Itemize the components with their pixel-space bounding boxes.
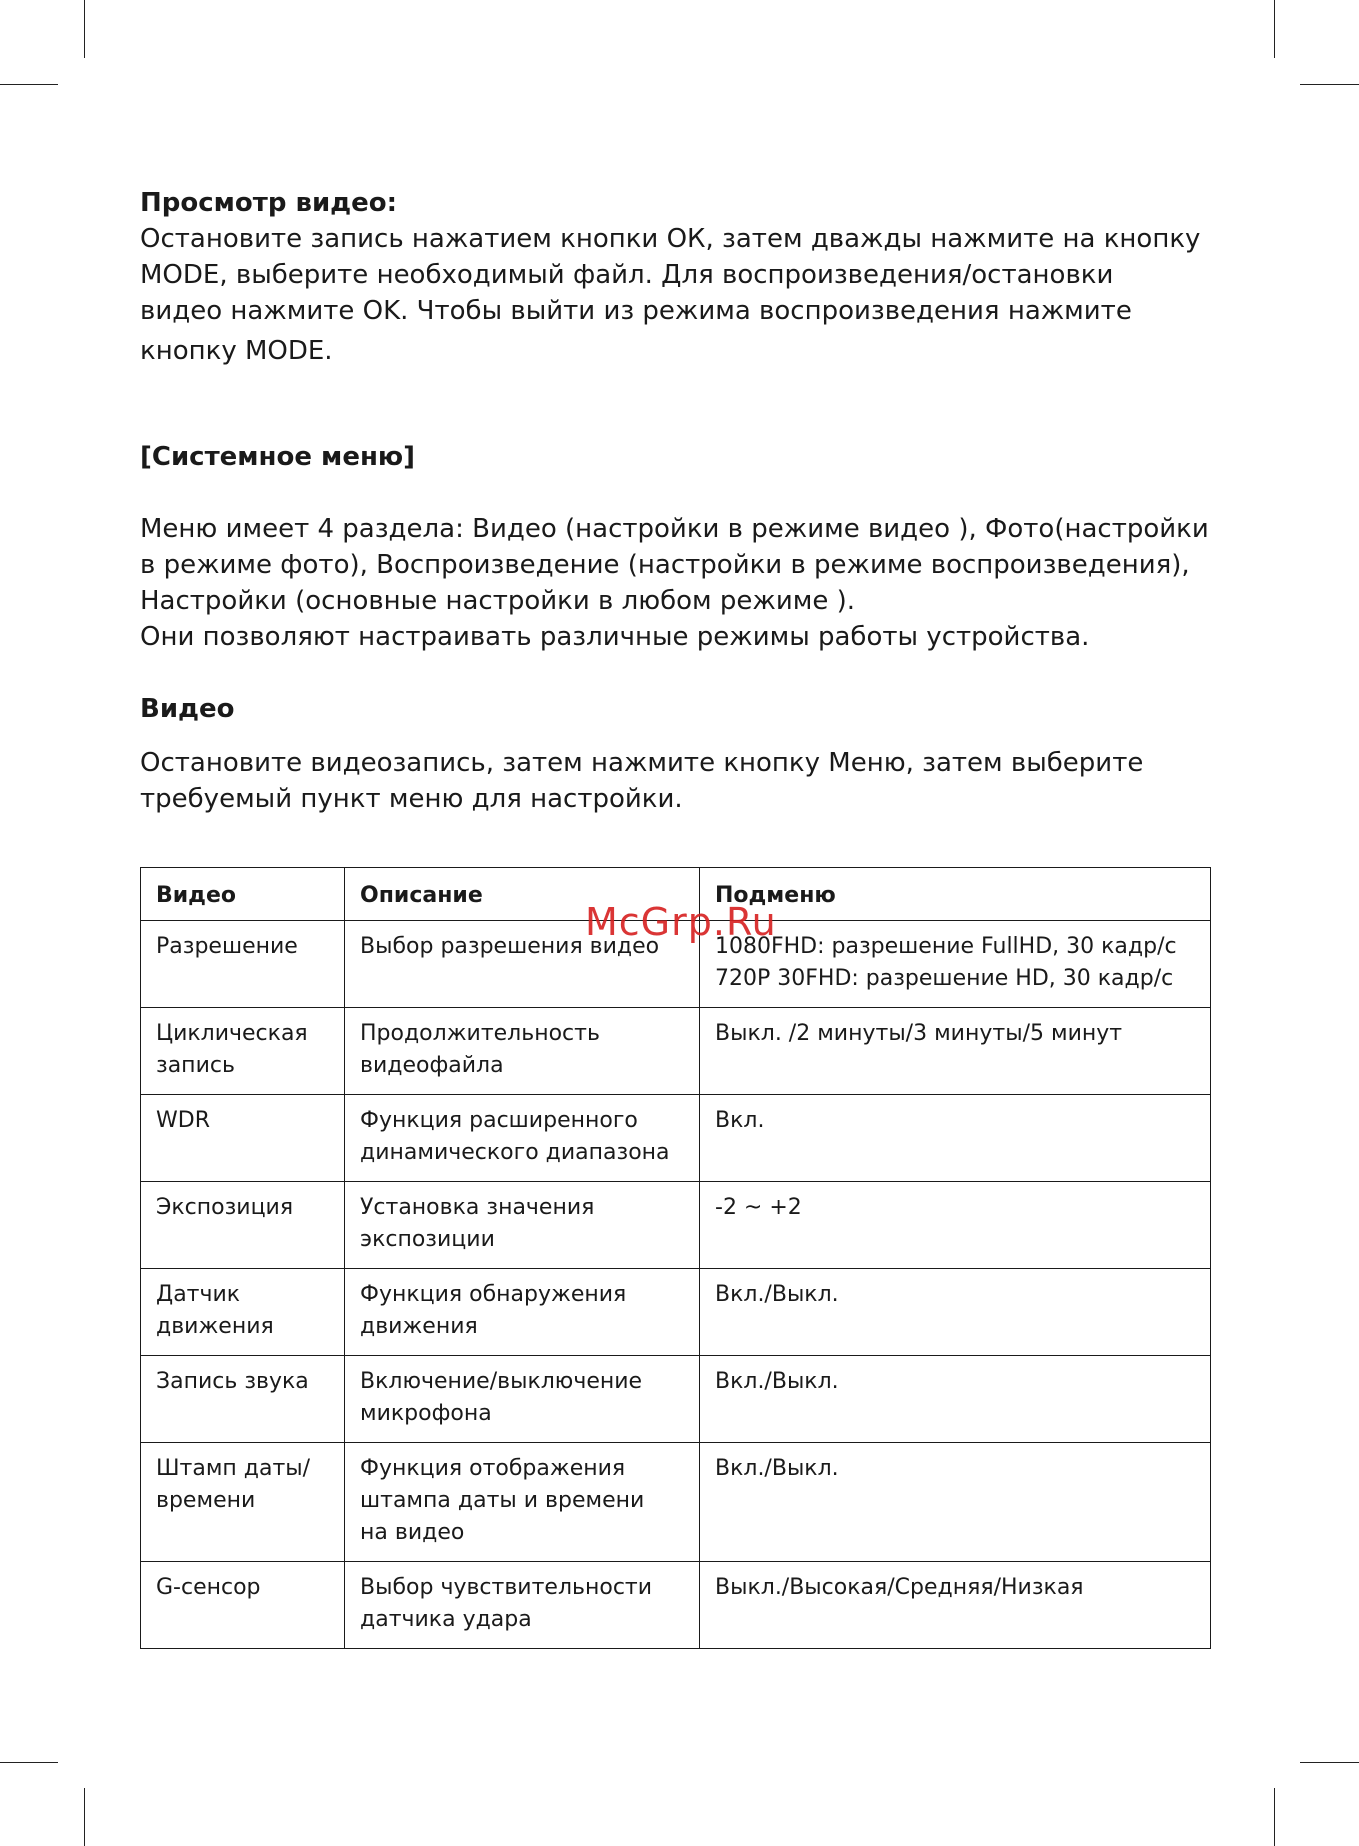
cell-line: времени xyxy=(156,1488,256,1513)
cell-line: экспозиции xyxy=(360,1227,495,1252)
section-title-video: Видео xyxy=(140,694,235,724)
crop-mark-top-left-horizontal xyxy=(0,84,58,85)
cell-line: микрофона xyxy=(360,1401,492,1426)
table-row xyxy=(141,1443,1211,1562)
text-line: в режиме фото), Воспроизведение (настройки в режиме воспроизведения), xyxy=(140,550,1190,580)
cell-submenu xyxy=(700,1443,1211,1562)
text-line: кнопку MODE. xyxy=(140,336,333,366)
cell-submenu xyxy=(700,1562,1211,1649)
text-line: Настройки (основные настройки в любом режиме ). xyxy=(140,586,856,616)
cell-description xyxy=(345,1443,700,1562)
cell-submenu xyxy=(700,1008,1211,1095)
cell-submenu xyxy=(700,1356,1211,1443)
cell-item xyxy=(141,1008,345,1095)
table-row xyxy=(141,1269,1211,1356)
cell-line: движения xyxy=(360,1314,478,1339)
cell-line: динамического диапазона xyxy=(360,1140,670,1165)
cell-submenu xyxy=(700,1182,1211,1269)
cell-line: Функция отображения xyxy=(360,1456,626,1481)
cell-description xyxy=(345,1562,700,1649)
cell-description xyxy=(345,1095,700,1182)
cell-description xyxy=(345,1182,700,1269)
cell-line: видеофайла xyxy=(360,1053,504,1078)
cell-item xyxy=(141,921,345,1008)
table-row xyxy=(141,1008,1211,1095)
table-row xyxy=(141,1562,1211,1649)
text-line: Остановите видеозапись, затем нажмите кнопку Меню, затем выберите xyxy=(140,748,1144,778)
cell-item xyxy=(141,1269,345,1356)
cell-line: Установка значения xyxy=(360,1195,595,1220)
cell-line: Экспозиция xyxy=(156,1195,294,1220)
video-menu-table xyxy=(140,867,1211,1649)
cell-item xyxy=(141,1095,345,1182)
cell-line: WDR xyxy=(156,1108,210,1133)
crop-mark-bottom-left-vertical xyxy=(84,1788,85,1846)
cell-line: 1080FHD: разрешение FullHD, 30 кадр/с xyxy=(715,934,1177,959)
text-line: Они позволяют настраивать различные режимы работы устройства. xyxy=(140,622,1090,652)
cell-line: Циклическая xyxy=(156,1021,308,1046)
cell-line: на видео xyxy=(360,1520,465,1545)
crop-mark-bottom-left-horizontal xyxy=(0,1762,58,1763)
text-line: Меню имеет 4 раздела: Видео (настройки в режиме видео ), Фото(настройки xyxy=(140,514,1209,544)
cell-description xyxy=(345,1269,700,1356)
cell-line: Выбор чувствительности xyxy=(360,1575,653,1600)
cell-line: Функция обнаружения xyxy=(360,1282,627,1307)
cell-line: Датчик xyxy=(156,1282,241,1307)
section-view-text xyxy=(140,221,1220,369)
cell-line: штампа даты и времени xyxy=(360,1488,645,1513)
cell-submenu xyxy=(700,1095,1211,1182)
section-title-view: Просмотр видео: xyxy=(140,188,398,218)
cell-line: датчика удара xyxy=(360,1607,532,1632)
cell-item xyxy=(141,1562,345,1649)
text-line: требуемый пункт меню для настройки. xyxy=(140,784,683,814)
crop-mark-bottom-right-horizontal xyxy=(1300,1762,1359,1763)
cell-submenu xyxy=(700,1269,1211,1356)
cell-line: движения xyxy=(156,1314,274,1339)
cell-line: Вкл. xyxy=(715,1108,765,1133)
cell-line: запись xyxy=(156,1053,235,1078)
section-video-text xyxy=(140,745,1220,817)
table-row xyxy=(141,1356,1211,1443)
cell-item xyxy=(141,1182,345,1269)
table-row xyxy=(141,1182,1211,1269)
cell-line: Выкл. /2 минуты/3 минуты/5 минут xyxy=(715,1021,1123,1046)
header-submenu: Подменю xyxy=(700,868,1211,921)
watermark: McGrp.Ru xyxy=(585,900,777,944)
cell-line: Функция расширенного xyxy=(360,1108,638,1133)
cell-item xyxy=(141,1443,345,1562)
text-line: видео нажмите OK. Чтобы выйти из режима воспроизведения нажмите xyxy=(140,296,1132,326)
cell-line: Вкл./Выкл. xyxy=(715,1282,839,1307)
cell-line: Разрешение xyxy=(156,934,298,959)
cell-line: Включение/выключение xyxy=(360,1369,643,1394)
cell-line: Запись звука xyxy=(156,1369,309,1394)
cell-line: Штамп даты/ xyxy=(156,1456,311,1481)
cell-description xyxy=(345,1008,700,1095)
crop-mark-top-left-vertical xyxy=(84,0,85,58)
text-line: MODE, выберите необходимый файл. Для воспроизведения/остановки xyxy=(140,260,1114,290)
cell-line: 720P 30FHD: разрешение HD, 30 кадр/с xyxy=(715,966,1174,991)
section-title-system-menu: [Системное меню] xyxy=(140,442,416,472)
cell-line: Выкл./Высокая/Средняя/Низкая xyxy=(715,1575,1084,1600)
text-line: Остановите запись нажатием кнопки ОК, затем дважды нажмите на кнопку xyxy=(140,224,1201,254)
cell-line: Выбор разрешения видео xyxy=(360,934,660,959)
crop-mark-top-right-vertical xyxy=(1274,0,1275,58)
cell-description xyxy=(345,1356,700,1443)
table-row xyxy=(141,1095,1211,1182)
header-description: Описание xyxy=(345,868,700,921)
cell-line: Продолжительность xyxy=(360,1021,600,1046)
cell-line: -2 ~ +2 xyxy=(715,1195,802,1220)
cell-item xyxy=(141,1356,345,1443)
header-video: Видео xyxy=(141,868,345,921)
crop-mark-bottom-right-vertical xyxy=(1274,1788,1275,1846)
cell-line: Вкл./Выкл. xyxy=(715,1369,839,1394)
section-system-text xyxy=(140,511,1220,655)
cell-line: Вкл./Выкл. xyxy=(715,1456,839,1481)
cell-line: G-сенсор xyxy=(156,1575,261,1600)
crop-mark-top-right-horizontal xyxy=(1300,84,1359,85)
